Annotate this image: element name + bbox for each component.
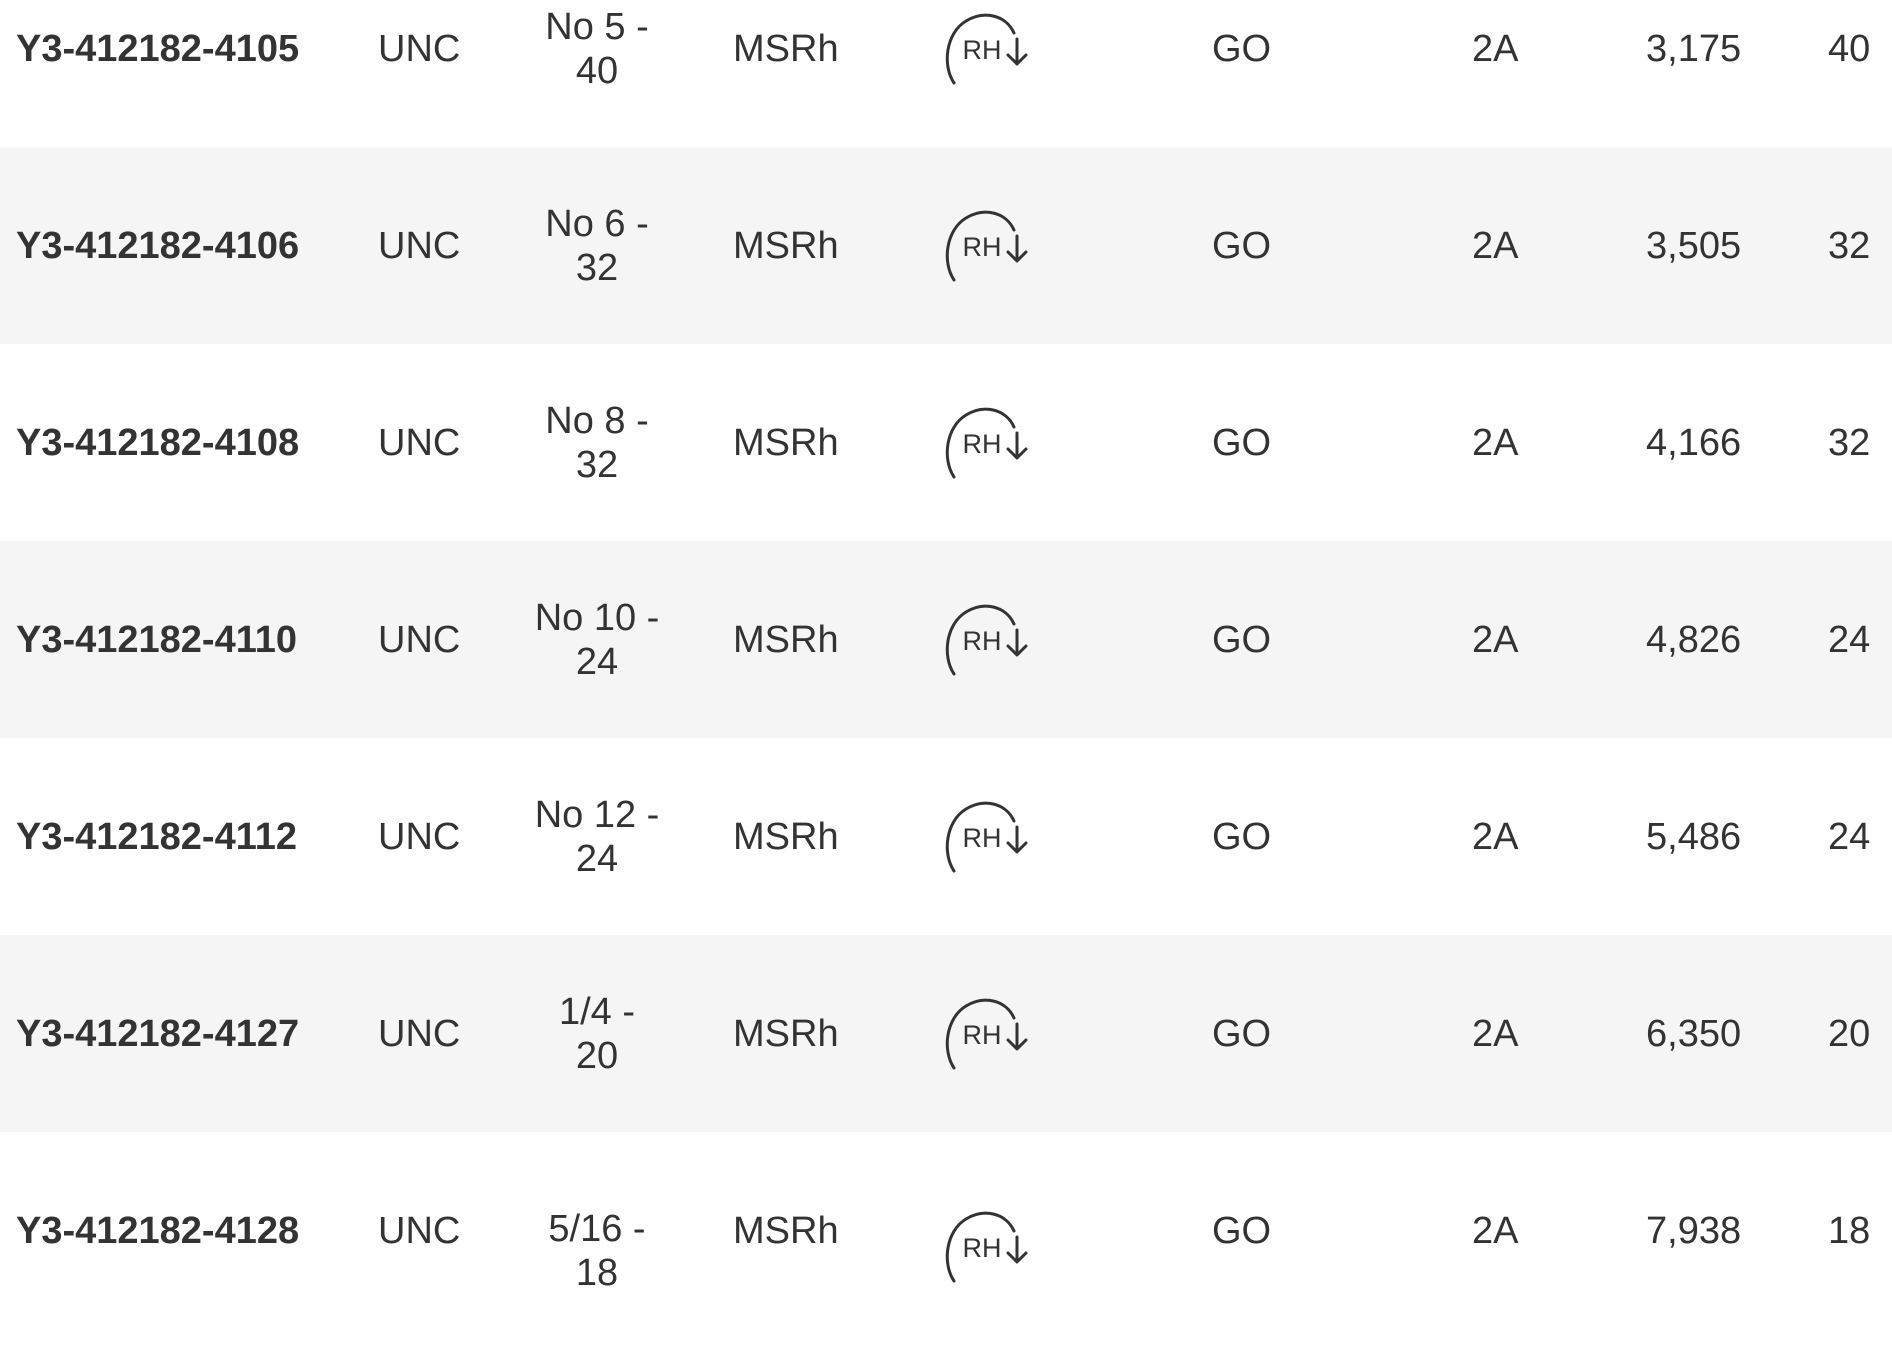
gauge-type: MSRh <box>733 27 839 70</box>
svg-text:RH: RH <box>962 625 1002 656</box>
weight-value: 4,166 <box>1646 421 1742 464</box>
svg-text:RH: RH <box>962 428 1002 459</box>
gauge-finish: GO <box>1212 27 1272 70</box>
part-number[interactable]: Y3-412182-4112 <box>16 815 298 858</box>
gauge-finish: GO <box>1212 1209 1272 1252</box>
right-hand-thread-icon <box>940 935 1040 1132</box>
svg-text:RH: RH <box>962 34 1002 65</box>
table-row[interactable] <box>0 147 1892 344</box>
thread-class: 2A <box>1472 618 1519 661</box>
table-row[interactable] <box>0 935 1892 1132</box>
weight-value: 7,938 <box>1646 1209 1742 1252</box>
thread-series: UNC <box>378 815 461 858</box>
thread-class: 2A <box>1472 27 1519 70</box>
part-number[interactable]: Y3-412182-4105 <box>16 27 300 70</box>
svg-text:RH: RH <box>962 822 1002 853</box>
right-hand-thread-icon <box>940 0 1040 147</box>
svg-text:RH: RH <box>962 231 1002 262</box>
thread-size: No 5 - 40 <box>545 5 649 92</box>
part-number[interactable]: Y3-412182-4106 <box>16 224 300 267</box>
gauge-finish: GO <box>1212 421 1272 464</box>
thread-series: UNC <box>378 1012 461 1055</box>
gauge-finish: GO <box>1212 618 1272 661</box>
gauge-type: MSRh <box>733 224 839 267</box>
right-hand-thread-icon <box>940 1132 1040 1362</box>
part-number[interactable]: Y3-412182-4128 <box>16 1209 300 1252</box>
quantity-value: 18 <box>1828 1209 1871 1252</box>
thread-size: 1/4 - 20 <box>558 990 636 1077</box>
weight-value: 6,350 <box>1646 1012 1742 1055</box>
svg-text:RH: RH <box>962 1019 1002 1050</box>
right-hand-thread-icon <box>940 738 1040 935</box>
weight-value: 3,505 <box>1646 224 1742 267</box>
thread-series: UNC <box>378 224 461 267</box>
thread-size: No 12 - 24 <box>534 793 660 880</box>
thread-series: UNC <box>378 27 461 70</box>
gauge-type: MSRh <box>733 421 839 464</box>
thread-class: 2A <box>1472 224 1519 267</box>
gauge-type: MSRh <box>733 1012 839 1055</box>
gauge-finish: GO <box>1212 1012 1272 1055</box>
quantity-value: 20 <box>1828 1012 1871 1055</box>
gauge-finish: GO <box>1212 815 1272 858</box>
quantity-value: 40 <box>1828 27 1871 70</box>
thread-series: UNC <box>378 1209 461 1252</box>
part-number[interactable]: Y3-412182-4110 <box>16 618 298 661</box>
thread-class: 2A <box>1472 421 1519 464</box>
thread-size: No 10 - 24 <box>534 596 660 683</box>
weight-value: 5,486 <box>1646 815 1742 858</box>
quantity-value: 32 <box>1828 421 1871 464</box>
quantity-value: 24 <box>1828 815 1871 858</box>
thread-size: No 8 - 32 <box>545 399 649 486</box>
thread-class: 2A <box>1472 1012 1519 1055</box>
part-number[interactable]: Y3-412182-4108 <box>16 421 300 464</box>
thread-size: No 6 - 32 <box>545 202 649 289</box>
table-row[interactable] <box>0 1132 1892 1362</box>
table-row[interactable] <box>0 344 1892 541</box>
right-hand-thread-icon <box>940 541 1040 738</box>
thread-series: UNC <box>378 618 461 661</box>
svg-text:RH: RH <box>962 1233 1002 1263</box>
thread-series: UNC <box>378 421 461 464</box>
gauge-type: MSRh <box>733 815 839 858</box>
quantity-value: 24 <box>1828 618 1871 661</box>
table-row[interactable] <box>0 738 1892 935</box>
thread-size: 5/16 - 18 <box>548 1208 646 1294</box>
part-number[interactable]: Y3-412182-4127 <box>16 1012 300 1055</box>
gauge-finish: GO <box>1212 224 1272 267</box>
right-hand-thread-icon <box>940 344 1040 541</box>
weight-value: 4,826 <box>1646 618 1742 661</box>
thread-class: 2A <box>1472 1209 1519 1252</box>
thread-class: 2A <box>1472 815 1519 858</box>
table-row[interactable] <box>0 0 1892 147</box>
right-hand-thread-icon <box>940 147 1040 344</box>
table-row[interactable] <box>0 541 1892 738</box>
quantity-value: 32 <box>1828 224 1871 267</box>
gauge-type: MSRh <box>733 618 839 661</box>
weight-value: 3,175 <box>1646 27 1742 70</box>
gauge-type: MSRh <box>733 1209 839 1252</box>
